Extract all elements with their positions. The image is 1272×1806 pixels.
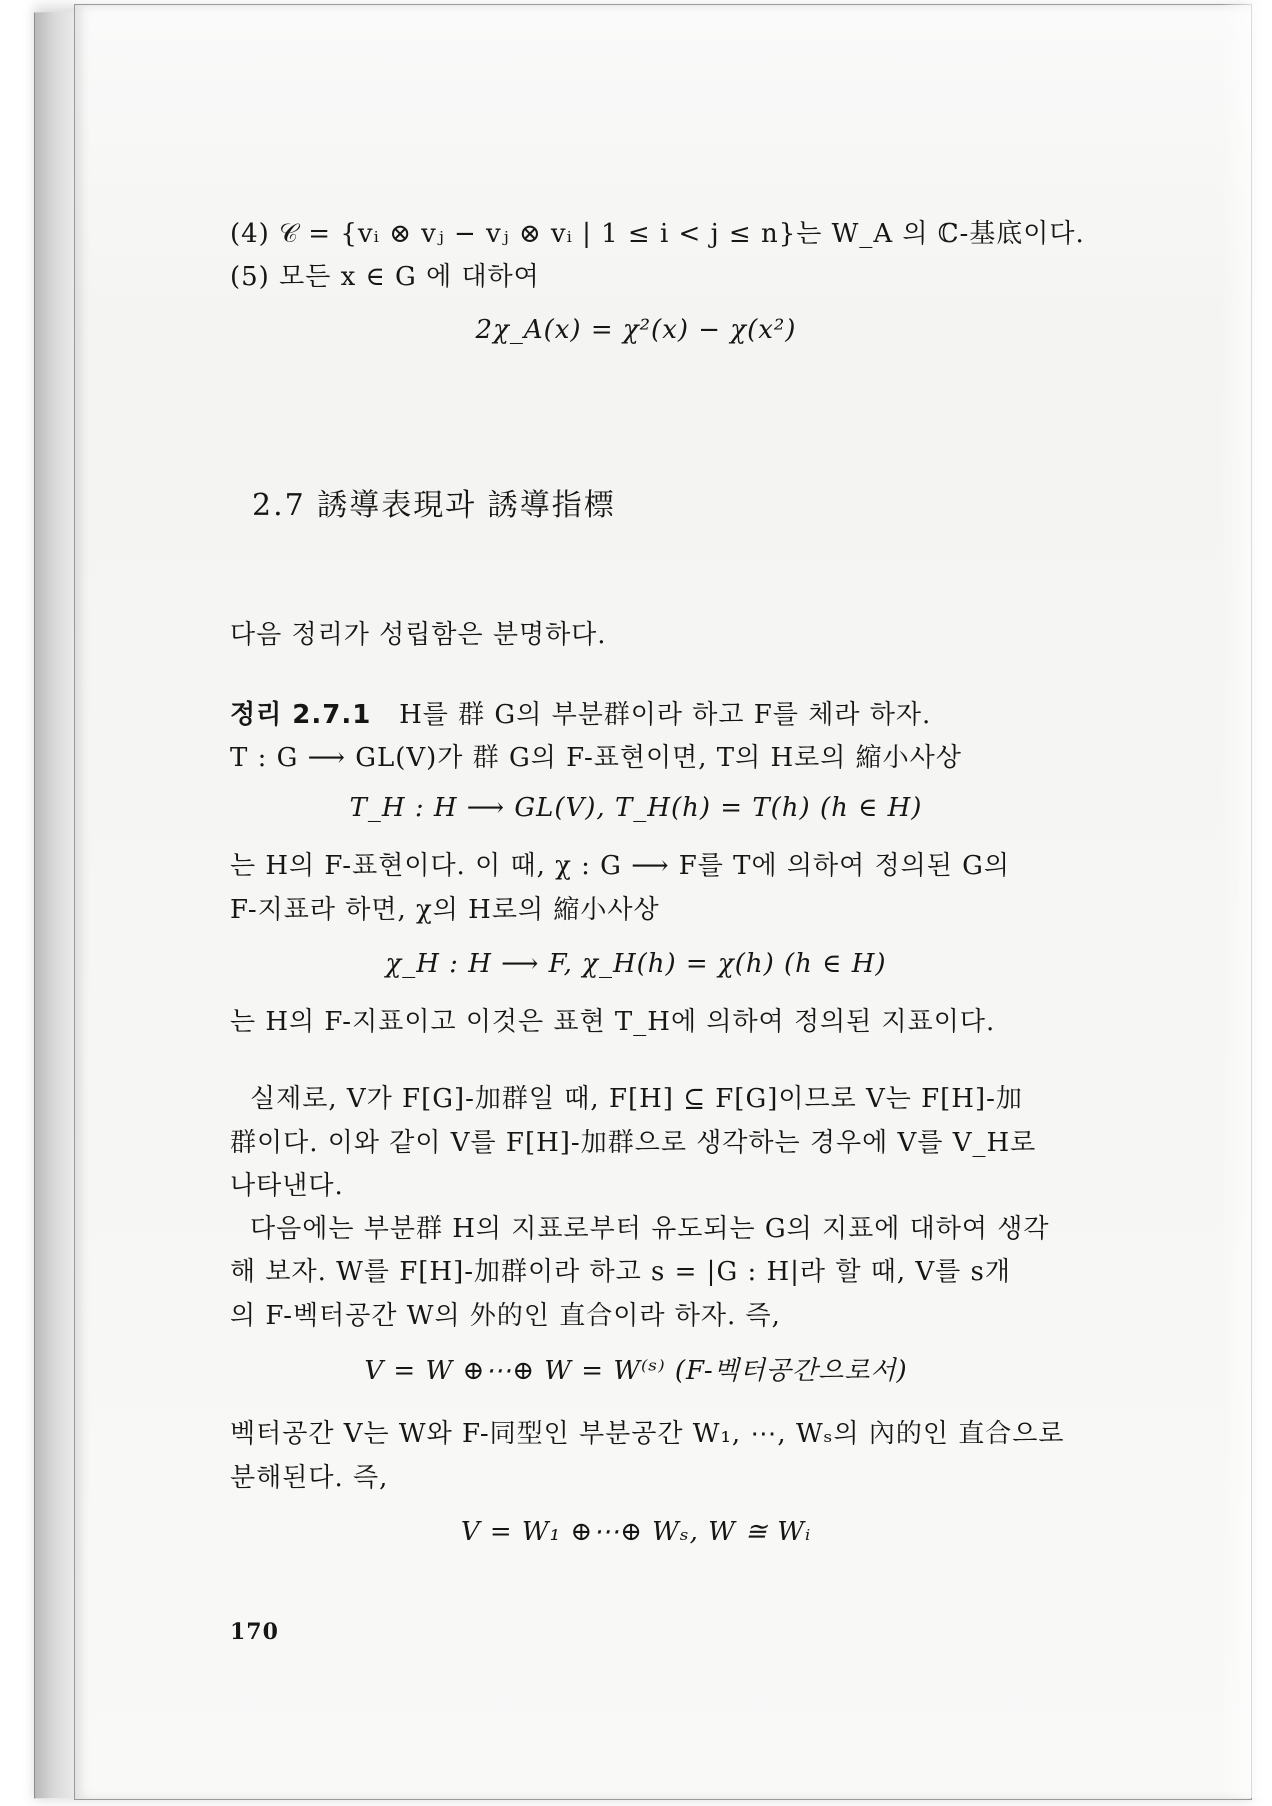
intro-sentence: 다음 정리가 성립함은 분명하다. xyxy=(230,620,607,650)
paragraph-2-line-2: 해 보자. W를 F[H]-加群이라 하고 s = |G : H|라 할 때, V를 s개 xyxy=(230,1257,1011,1287)
equation-direct-sum-W: V = W ⊕⋯⊕ W = W⁽ˢ⁾ (F-벡터공간으로서) xyxy=(364,1356,908,1386)
paragraph-1-line-1: 실제로, V가 F[G]-加群일 때, F[H] ⊆ F[G]이므로 V는 F[H]-加 xyxy=(250,1084,1023,1114)
theorem-label: 정리 2.7.1 xyxy=(230,700,372,730)
paragraph-1-line-2: 群이다. 이와 같이 V를 F[H]-加群으로 생각하는 경우에 V를 V_H로 xyxy=(230,1128,1037,1158)
item-4: (4) 𝒞 = {vᵢ ⊗ vⱼ − vⱼ ⊗ vᵢ | 1 ≤ i < j ≤ n}는 W_A 의 ℂ-基底이다. xyxy=(230,219,1085,249)
theorem-first-line xyxy=(230,697,931,733)
paragraph-3-line-2: 분해된다. 즉, xyxy=(230,1463,389,1493)
paragraph-2-line-3: 의 F-벡터공간 W의 外的인 直合이라 하자. 즉, xyxy=(230,1301,781,1331)
item-5: (5) 모든 x ∈ G 에 대하여 xyxy=(230,262,540,292)
paragraph-1-line-3: 나타낸다. xyxy=(230,1171,344,1201)
theorem-line-2: T : G ⟶ GL(V)가 群 G의 F-표현이면, T의 H로의 縮小사상 xyxy=(230,743,962,773)
section-heading: 2.7 誘導表現과 誘導指標 xyxy=(252,488,616,523)
paragraph-2-line-1: 다음에는 부분群 H의 지표로부터 유도되는 G의 지표에 대하여 생각 xyxy=(250,1214,1050,1244)
paragraph-3-line-1: 벡터공간 V는 W와 F-同型인 부분공간 W₁, ⋯, Wₛ의 內的인 直合으로 xyxy=(230,1419,1065,1449)
text-line-b: F-지표라 하면, χ의 H로의 縮小사상 xyxy=(230,895,660,925)
equation-2chi: 2χ_A(x) = χ²(x) − χ(x²) xyxy=(475,315,797,345)
equation-internal-sum: V = W₁ ⊕⋯⊕ Wₛ, W ≅ Wᵢ xyxy=(460,1517,812,1547)
text-line-a: 는 H의 F-표현이다. 이 때, χ : G ⟶ F를 T에 의하여 정의된 G의 xyxy=(230,851,1010,881)
page-number: 170 xyxy=(230,1619,279,1645)
text-line-c: 는 H의 F-지표이고 이것은 표현 T_H에 의하여 정의된 지표이다. xyxy=(230,1007,996,1037)
equation-restriction-chi: χ_H : H ⟶ F, χ_H(h) = χ(h) (h ∈ H) xyxy=(385,949,887,979)
equation-restriction-T: T_H : H ⟶ GL(V), T_H(h) = T(h) (h ∈ H) xyxy=(349,793,923,823)
theorem-text: H를 群 G의 부분群이라 하고 F를 체라 하자. xyxy=(399,700,932,730)
